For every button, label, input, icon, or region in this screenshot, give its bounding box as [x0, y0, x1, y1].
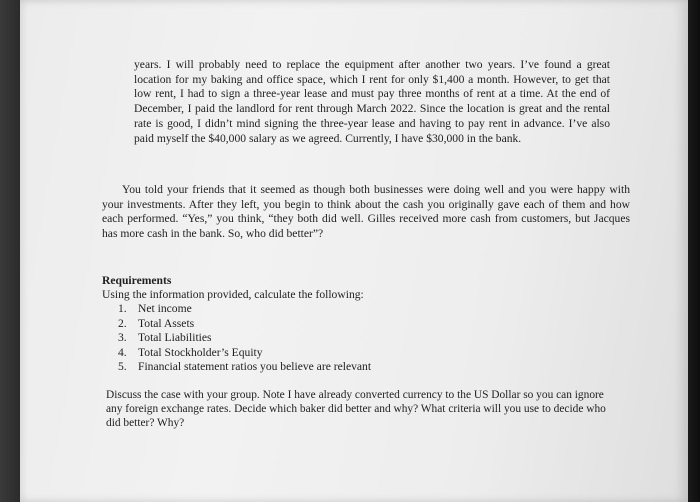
requirements-heading: Requirements	[102, 274, 172, 287]
requirements-intro: Using the information provided, calculate the following:	[102, 288, 364, 301]
case-paragraph-friends: You told your friends that it seemed as though both businesses were doing well and you were happy with your investments. After they left, you begin to think about the cash you originally gave each of them and how each performed. “Yes,” you think, “they both did well. Gilles received more cash from customers, but Jacques has more cash in the bank. So, who did better”?	[102, 183, 630, 241]
requirement-number: 2.	[118, 316, 127, 330]
requirement-number: 5.	[118, 360, 127, 374]
case-paragraph-rent: years. I will probably need to replace the equipment after another two years. I’ve found a great location for my baking and office space, which I rent for only $1,400 a month. However, to get that low rent, I had to sign a three-year lease and must pay three months of rent at a time. At the end of December, I paid the landlord for rent through March 2022. Since the location is great and the rental rate is good, I didn’t mind signing the three-year lease and having to pay rent in advance. I’ve also paid myself the $40,000 salary as we agreed. Currently, I have $30,000 in the bank.	[134, 58, 610, 145]
requirement-item	[118, 360, 371, 375]
requirement-item	[118, 302, 371, 317]
requirement-text: Net income	[138, 302, 192, 315]
requirement-text: Total Assets	[138, 316, 195, 330]
requirement-item	[118, 331, 371, 346]
requirement-text: Total Stockholder’s Equity	[138, 345, 263, 359]
requirement-number: 4.	[118, 345, 127, 359]
requirement-text: Total Liabilities	[138, 331, 212, 345]
requirement-number: 3.	[118, 331, 127, 345]
discussion-paragraph: Discuss the case with your group. Note I have already converted currency to the US Dollar so you can ignore any foreign exchange rates. Decide which baker did better and why? What criteria will you use to decide who did better? Why?	[106, 389, 606, 430]
paper-sheet	[20, 0, 688, 502]
requirement-item	[118, 346, 371, 361]
requirement-number: 1.	[118, 302, 127, 315]
requirement-text: Financial statement ratios you believe are relevant	[138, 360, 372, 374]
requirements-list	[118, 302, 371, 375]
requirement-item	[118, 317, 371, 332]
